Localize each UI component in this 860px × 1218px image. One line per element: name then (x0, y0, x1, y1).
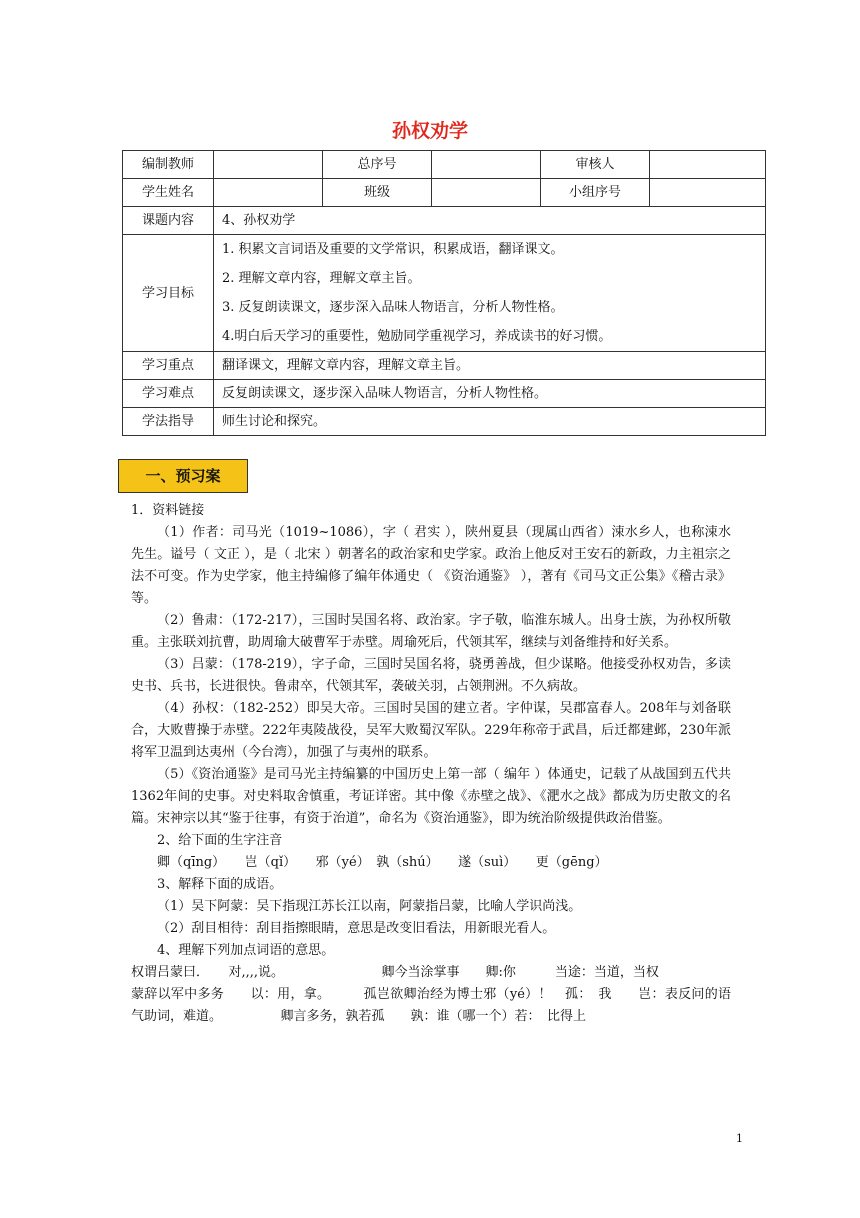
paragraph: 3、解释下面的成语。 (157, 877, 283, 892)
table-row (123, 207, 766, 235)
goals-cell (214, 235, 766, 352)
table-row (123, 151, 766, 179)
page-title: 孙权劝学 (391, 120, 468, 142)
goal-item: 1. 积累文言词语及重要的文学常识，积累成语，翻译课文。 (222, 242, 564, 257)
topic-label: 课题内容 (123, 207, 214, 235)
document-body (131, 500, 731, 1028)
paragraph: （2）刮目相待：刮目指擦眼睛，意思是改变旧看法，用新眼光看人。 (157, 921, 556, 936)
paragraph: 4、理解下列加点词语的意思。 (157, 943, 335, 958)
section-heading: 一、预习案 (118, 459, 248, 493)
table-cell: 班级 (323, 179, 432, 207)
info-table (122, 150, 766, 436)
table-cell: 编制教师 (123, 151, 214, 179)
paragraph: （5）《资治通鉴》是司马光主持编纂的中国历史上第一部（ 编年 ）体通史，记载了从战国到五代共1362年间的史事。对史料取舍慎重，考证详密。其中像《赤壁之战》、《淝水之战》都成为历史散文的名篇。宋神宗以其“鉴于往事，有资于治道”，命名为《资治通鉴》，即为统治阶级提供政治借鉴。 (131, 767, 731, 826)
difficulty-label: 学习难点 (123, 380, 214, 408)
table-cell (650, 179, 766, 207)
goal-item: 2. 理解文章内容，理解文章主旨。 (222, 271, 421, 286)
method-value: 师生讨论和探究。 (214, 408, 766, 436)
table-row (123, 179, 766, 207)
topic-value: 4、孙权劝学 (214, 207, 766, 235)
paragraph: （2）鲁肃：（172-217），三国时吴国名将、政治家。字子敬，临淮东城人。出身士族，为孙权所敬重。主张联刘抗曹，助周瑜大破曹军于赤壁。周瑜死后，代领其军，继续与刘备维持和好关系。 (131, 613, 731, 650)
table-cell (432, 179, 541, 207)
paragraph: 卿（qīng） 岂（qǐ） 邪（yé） 孰（shú） 遂（suì） 更（gēng） (157, 855, 608, 870)
method-label: 学法指导 (123, 408, 214, 436)
paragraph: 蒙辞以军中多务 以：用，拿。 孤岂欲卿治经为博士邪（yé）！ 孤： 我 岂：表反问的语气助词，难道。 卿言多务，孰若孤 孰：谁（哪一个）若： 比得上 (131, 987, 731, 1024)
goals-label: 学习目标 (123, 235, 214, 352)
focus-label: 学习重点 (123, 352, 214, 380)
table-cell: 总序号 (323, 151, 432, 179)
table-row (123, 380, 766, 408)
table-cell: 审核人 (541, 151, 650, 179)
paragraph: 1．资料链接 (131, 503, 205, 518)
paragraph: （1）吴下阿蒙：吴下指现江苏长江以南，阿蒙指吕蒙，比喻人学识尚浅。 (157, 899, 582, 914)
table-row (123, 235, 766, 352)
table-cell (214, 151, 323, 179)
focus-value: 翻译课文，理解文章内容，理解文章主旨。 (214, 352, 766, 380)
table-row (123, 352, 766, 380)
paragraph: （4）孙权：（182-252）即吴大帝。三国时吴国的建立者。字仲谋，吴郡富春人。208年与刘备联合，大败曹操于赤壁。222年夷陵战役，吴军大败蜀汉军队。229年称帝于武昌，后迁都建邺，230年派将军卫温到达夷州（今台湾），加强了与夷州的联系。 (131, 701, 731, 760)
paragraph: 权谓吕蒙曰． 对,,,,说。 卿今当涂掌事 卿:你 当途：当道，当权 (131, 965, 659, 980)
paragraph: 2、给下面的生字注音 (157, 833, 283, 848)
table-cell: 小组序号 (541, 179, 650, 207)
difficulty-value: 反复朗读课文，逐步深入品味人物语言，分析人物性格。 (214, 380, 766, 408)
page-number: 1 (736, 1132, 743, 1145)
table-cell (432, 151, 541, 179)
goal-item: 4.明白后天学习的重要性，勉励同学重视学习，养成读书的好习惯。 (222, 329, 612, 344)
goal-item: 3. 反复朗读课文，逐步深入品味人物语言，分析人物性格。 (222, 300, 564, 315)
paragraph: （1）作者：司马光（1019~1086），字（ 君实 ），陕州夏县（现属山西省）涑水乡人，也称涑水先生。谥号（ 文正 ），是（ 北宋 ）朝著名的政治家和史学家。政治上他反对王安石的新政，力主祖宗之法不可变。作为史学家，他主持编修了编年体通史（ 《资治通鉴》 ），著有《司马文正公集》《稽古录》等。 (131, 525, 731, 606)
paragraph: （3）吕蒙：（178-219），字子命，三国时吴国名将，骁勇善战，但少谋略。他接受孙权劝告，多读史书、兵书，长进很快。鲁肃卒，代领其军，袭破关羽，占领荆洲。不久病故。 (131, 657, 731, 694)
table-cell: 学生姓名 (123, 179, 214, 207)
table-cell (650, 151, 766, 179)
table-row (123, 408, 766, 436)
table-cell (214, 179, 323, 207)
